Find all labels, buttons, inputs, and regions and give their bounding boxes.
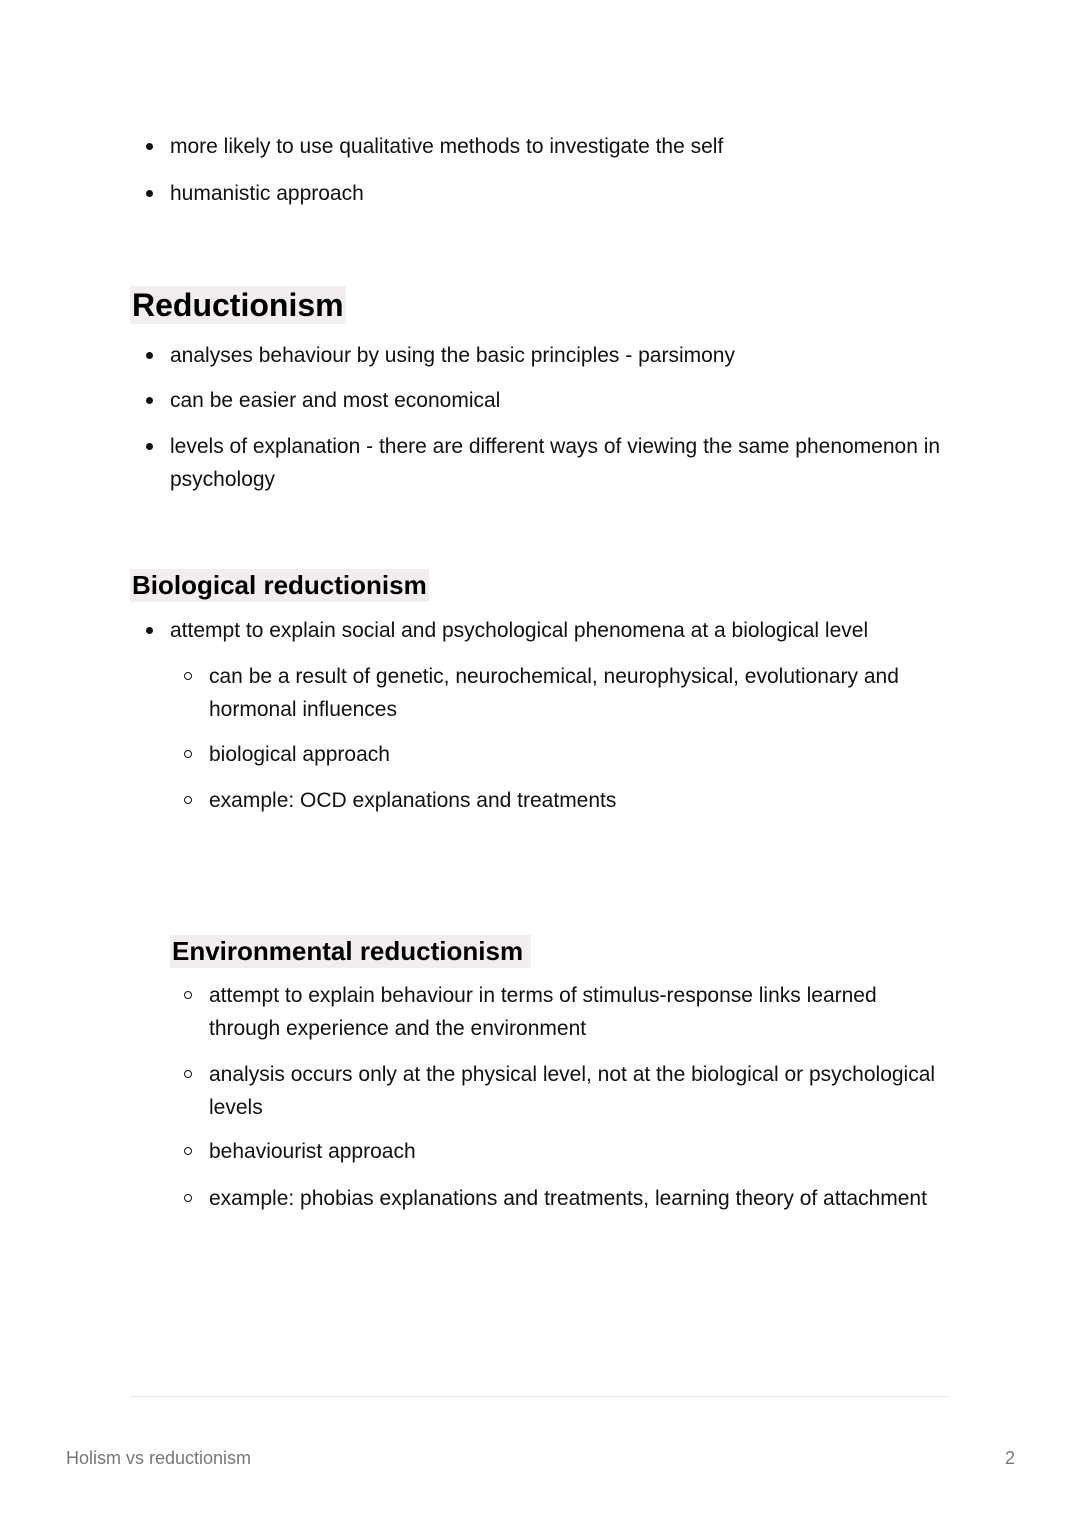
bullet-item	[170, 384, 950, 417]
bullet-icon	[146, 190, 153, 197]
heading-biological-reductionism: Biological reductionism	[132, 570, 427, 600]
sub-bullet-item	[209, 1135, 949, 1168]
footer-divider	[130, 1396, 948, 1397]
sub-bullet-item	[209, 660, 949, 726]
footer-title: Holism vs reductionism	[66, 1448, 252, 1468]
item-text: analyses behaviour by using the basic principles - parsimony	[170, 344, 735, 367]
bullet-icon	[146, 443, 153, 450]
bullet-item	[170, 177, 950, 210]
item-text: can be a result of genetic, neurochemical, neurophysical, evolutionary and hormonal influences	[209, 665, 899, 721]
heading-reductionism: Reductionism	[132, 287, 344, 323]
circle-bullet-icon	[184, 1147, 192, 1155]
circle-bullet-icon	[184, 672, 192, 680]
sub-bullet-item	[209, 1182, 949, 1215]
heading-environmental-reductionism: Environmental reductionism	[170, 935, 531, 968]
item-text: more likely to use qualitative methods to investigate the self	[170, 135, 724, 158]
item-text: behaviourist approach	[209, 1140, 416, 1163]
page-number: 2	[1004, 1448, 1015, 1468]
circle-bullet-icon	[184, 750, 192, 758]
bullet-item	[170, 130, 950, 163]
item-text: attempt to explain social and psychological phenomena at a biological level	[170, 619, 869, 642]
item-text: example: OCD explanations and treatments	[209, 789, 617, 812]
sub-bullet-item	[209, 1058, 949, 1124]
sub-bullet-item	[209, 979, 949, 1045]
bullet-icon	[146, 627, 153, 634]
bullet-icon	[146, 397, 153, 404]
bullet-icon	[146, 352, 153, 359]
sub-bullet-item	[209, 784, 949, 817]
bullet-item	[170, 339, 950, 372]
bullet-icon	[146, 143, 153, 150]
item-text: can be easier and most economical	[170, 389, 501, 412]
circle-bullet-icon	[184, 796, 192, 804]
item-text: example: phobias explanations and treatments, learning theory of attachment	[209, 1187, 927, 1210]
item-text: analysis occurs only at the physical level, not at the biological or psychological levels	[209, 1063, 936, 1119]
circle-bullet-icon	[184, 991, 192, 999]
circle-bullet-icon	[184, 1070, 192, 1078]
sub-bullet-item	[209, 738, 949, 771]
item-text: levels of explanation - there are different ways of viewing the same phenomenon in psychology	[170, 435, 941, 491]
circle-bullet-icon	[184, 1194, 192, 1202]
item-text: humanistic approach	[170, 182, 364, 205]
bullet-item	[170, 430, 950, 496]
item-text: attempt to explain behaviour in terms of stimulus-response links learned through experience and the environment	[209, 984, 877, 1040]
bullet-item	[170, 614, 950, 647]
item-text: biological approach	[209, 743, 390, 766]
